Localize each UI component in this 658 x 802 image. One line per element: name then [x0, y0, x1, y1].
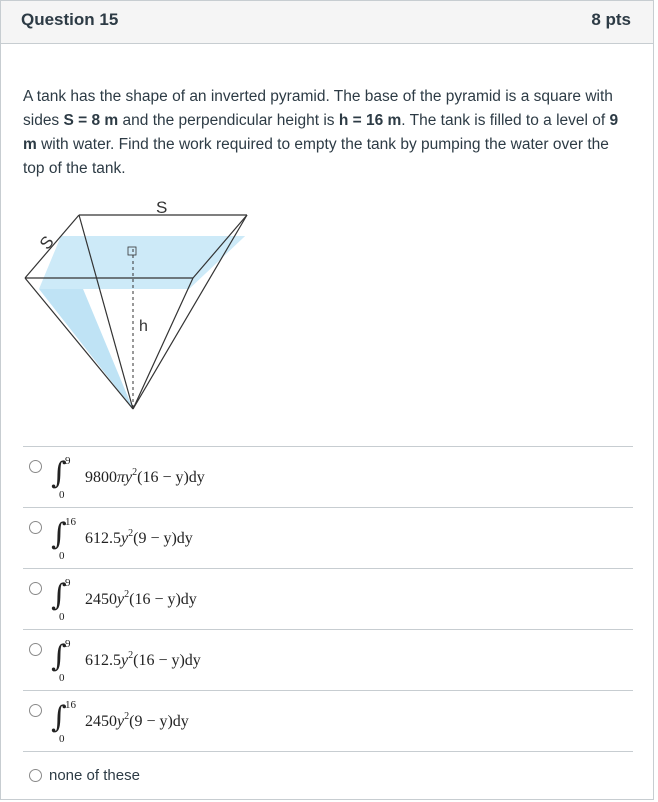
upper-limit: 9 — [65, 638, 71, 650]
slant-edge-front-right — [133, 278, 193, 409]
lower-limit: 0 — [59, 489, 65, 501]
radio-button[interactable] — [29, 704, 42, 717]
question-title: Question 15 — [21, 10, 119, 29]
question-prompt — [23, 85, 623, 181]
variable: y — [117, 591, 125, 608]
upper-limit: 9 — [65, 577, 71, 589]
lower-limit: 0 — [59, 672, 65, 684]
question-points: 8 pts — [591, 10, 631, 29]
integrand — [85, 530, 193, 548]
integral-icon: ∫ — [51, 456, 67, 491]
water-surface — [39, 236, 245, 289]
answer-option[interactable] — [23, 568, 633, 629]
upper-limit: 9 — [65, 455, 71, 467]
coefficient: 2450 — [85, 591, 117, 608]
variable: y — [117, 713, 125, 730]
label-s-top: S — [156, 198, 168, 217]
prompt-text-2: and the perpendicular height is — [118, 112, 339, 129]
integral-icon: ∫ — [51, 517, 67, 552]
radio-button[interactable] — [29, 582, 42, 595]
answer-option[interactable] — [23, 446, 633, 507]
radio-button[interactable] — [29, 769, 42, 782]
integrand-tail: (9 − y)dy — [133, 530, 193, 547]
exponent: 2 — [128, 528, 134, 539]
radio-button[interactable] — [29, 521, 42, 534]
variable: y — [125, 469, 133, 486]
lower-limit: 0 — [59, 611, 65, 623]
answer-list — [23, 446, 633, 796]
prompt-text-4: with water. Find the work required to empty the tank by pumping the water over the top of the tank. — [23, 136, 609, 177]
label-s-side: S — [35, 232, 58, 254]
upper-limit: 16 — [65, 516, 76, 528]
prompt-text-3: . The tank is filled to a level of — [401, 112, 610, 129]
integral-icon: ∫ — [51, 578, 67, 613]
coefficient: 612.5 — [85, 652, 121, 669]
prompt-fill-level: 9 m — [23, 112, 619, 153]
exponent: 2 — [128, 650, 134, 661]
integrand — [85, 652, 201, 670]
variable: y — [121, 530, 129, 547]
label-h: h — [139, 318, 148, 335]
coefficient: 612.5 — [85, 530, 121, 547]
radio-button[interactable] — [29, 460, 42, 473]
integral-icon: ∫ — [51, 700, 67, 735]
integrand — [85, 713, 189, 731]
pyramid-figure — [21, 191, 261, 416]
integrand-tail: (16 − y)dy — [133, 652, 201, 669]
question-header — [1, 1, 653, 44]
none-label: none of these — [49, 767, 140, 784]
lower-limit: 0 — [59, 733, 65, 745]
exponent: 2 — [124, 589, 130, 600]
prompt-height: h = 16 m — [338, 112, 402, 129]
integral-icon: ∫ — [51, 639, 67, 674]
exponent: 2 — [124, 711, 130, 722]
radio-button[interactable] — [29, 643, 42, 656]
answer-option[interactable] — [23, 629, 633, 690]
upper-limit: 16 — [65, 699, 76, 711]
answer-option[interactable] — [23, 690, 633, 751]
variable: y — [121, 652, 129, 669]
integrand — [85, 591, 197, 609]
pi-symbol: π — [117, 469, 126, 486]
exponent: 2 — [132, 467, 138, 478]
answer-option-none[interactable] — [23, 751, 633, 796]
integrand-tail: (16 − y)dy — [137, 469, 205, 486]
integrand — [85, 469, 205, 487]
coefficient: 9800 — [85, 469, 117, 486]
answer-option[interactable] — [23, 507, 633, 568]
integrand-tail: (16 − y)dy — [129, 591, 197, 608]
prompt-text-1: A tank has the shape of an inverted pyramid. The base of the pyramid is a square with sides — [23, 88, 613, 129]
prompt-side-length: S = 8 m — [63, 112, 119, 129]
integrand-tail: (9 − y)dy — [129, 713, 189, 730]
lower-limit: 0 — [59, 550, 65, 562]
coefficient: 2450 — [85, 713, 117, 730]
